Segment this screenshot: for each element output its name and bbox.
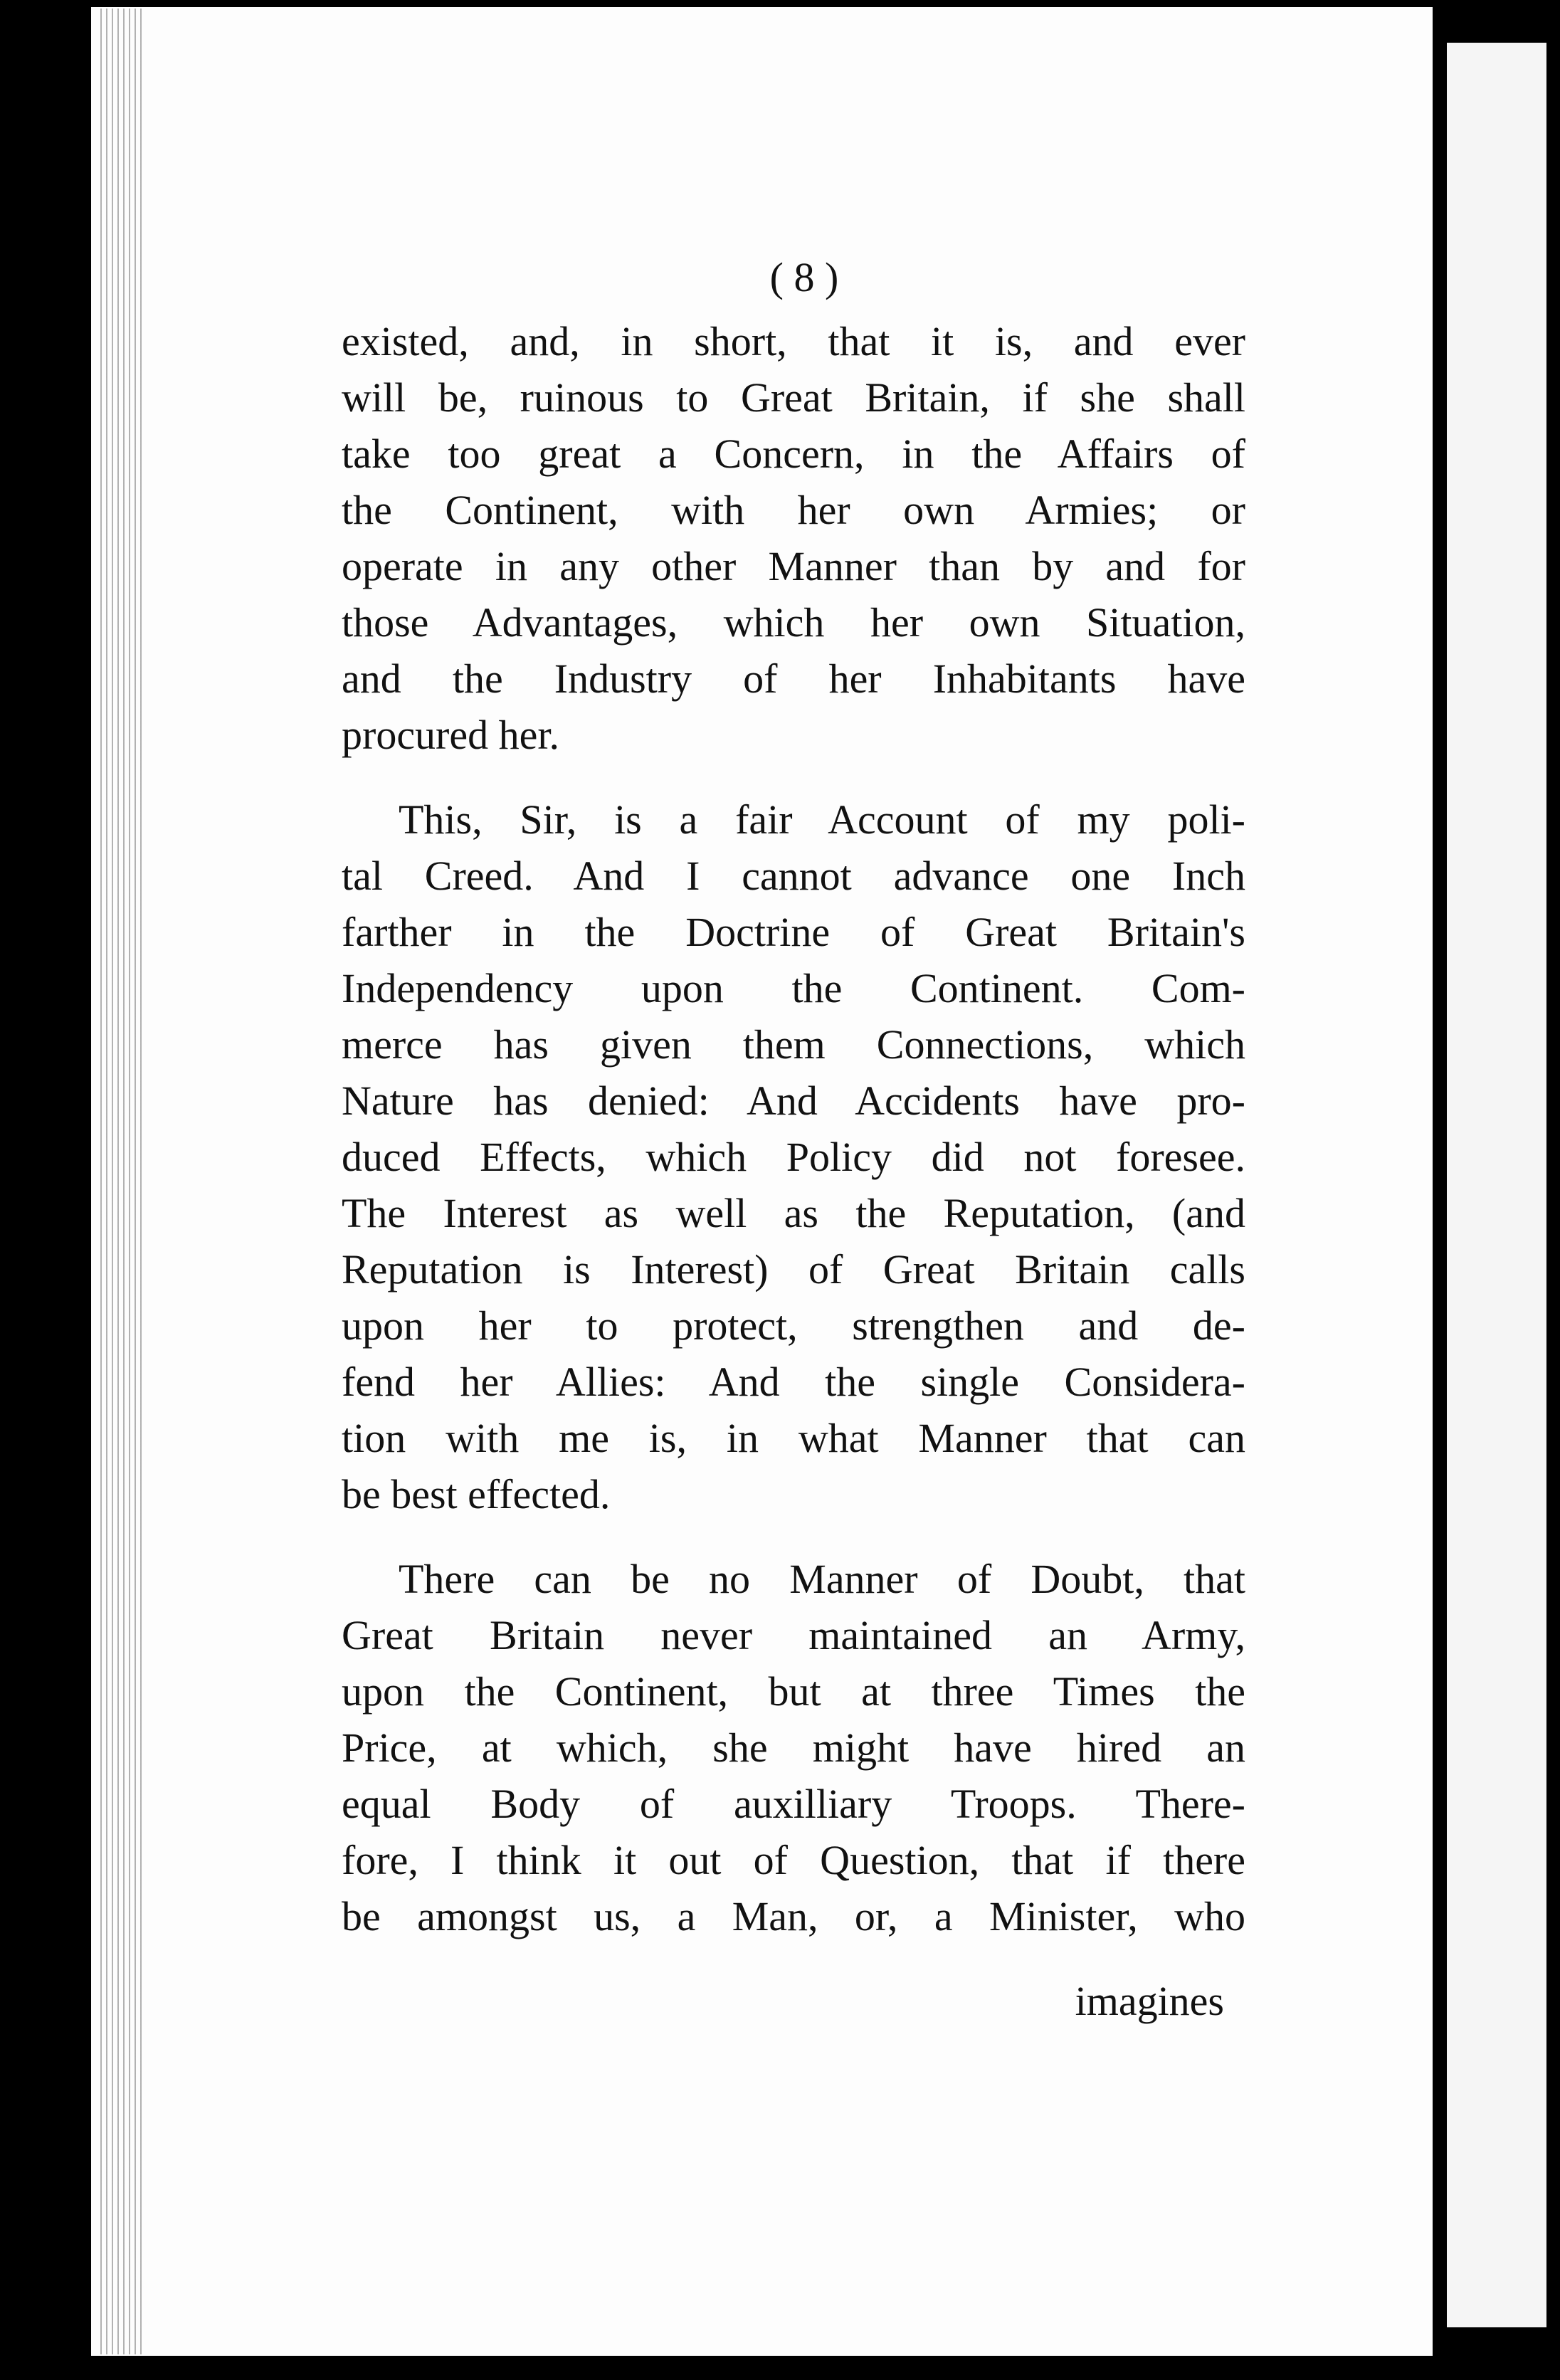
text-line: upon her to protect, strengthen and de- <box>342 1302 1245 1349</box>
text-line: and the Industry of her Inhabitants have <box>342 655 1245 702</box>
text-line: Reputation is Interest) of Great Britain calls <box>342 1246 1245 1292</box>
text-line: fend her Allies: And the single Considera- <box>342 1359 1245 1405</box>
text-line: Nature has denied: And Accidents have pro- <box>342 1078 1245 1124</box>
binding-gutter <box>1433 0 1447 2380</box>
text-line: This, Sir, is a fair Account of my poli- <box>399 796 1245 843</box>
text-line: will be, ruinous to Great Britain, if she shall <box>342 374 1245 421</box>
text-line: upon the Continent, but at three Times the <box>342 1668 1245 1715</box>
text-line: procured her. <box>342 712 559 758</box>
text-line: The Interest as well as the Reputation, (and <box>342 1190 1245 1236</box>
page-number: ( 8 ) <box>769 254 839 300</box>
text-line: existed, and, in short, that it is, and ever <box>342 318 1245 364</box>
facing-page-edge <box>1447 43 1546 2327</box>
page-text <box>342 242 1245 2029</box>
text-line: those Advantages, which her own Situation, <box>342 599 1245 646</box>
paragraph-3 <box>342 1551 1245 1944</box>
text-line: tion with me is, in what Manner that can <box>342 1415 1245 1461</box>
page-edges <box>96 9 146 2354</box>
text-line: operate in any other Manner than by and for <box>342 543 1245 589</box>
paragraph-2 <box>342 791 1245 1522</box>
paragraph-1 <box>342 313 1245 763</box>
text-line: Price, at which, she might have hired an <box>342 1725 1245 1771</box>
text-line: duced Effects, which Policy did not foresee. <box>342 1134 1245 1180</box>
text-line: There can be no Manner of Doubt, that <box>399 1556 1245 1602</box>
text-line: fore, I think it out of Question, that if there <box>342 1837 1245 1883</box>
text-line: tal Creed. And I cannot advance one Inch <box>342 853 1245 899</box>
text-line: equal Body of auxilliary Troops. There- <box>342 1781 1245 1827</box>
text-line: Independency upon the Continent. Com- <box>342 965 1245 1011</box>
text-line: be best effected. <box>342 1471 611 1517</box>
text-line: take too great a Concern, in the Affairs of <box>342 431 1245 477</box>
text-line: the Continent, with her own Armies; or <box>342 487 1245 533</box>
catchword: imagines <box>1075 1978 1224 2024</box>
text-line: be amongst us, a Man, or, a Minister, who <box>342 1893 1245 1939</box>
text-line: farther in the Doctrine of Great Britain's <box>342 909 1245 955</box>
text-line: Great Britain never maintained an Army, <box>342 1612 1245 1658</box>
text-line: merce has given them Connections, which <box>342 1021 1245 1068</box>
